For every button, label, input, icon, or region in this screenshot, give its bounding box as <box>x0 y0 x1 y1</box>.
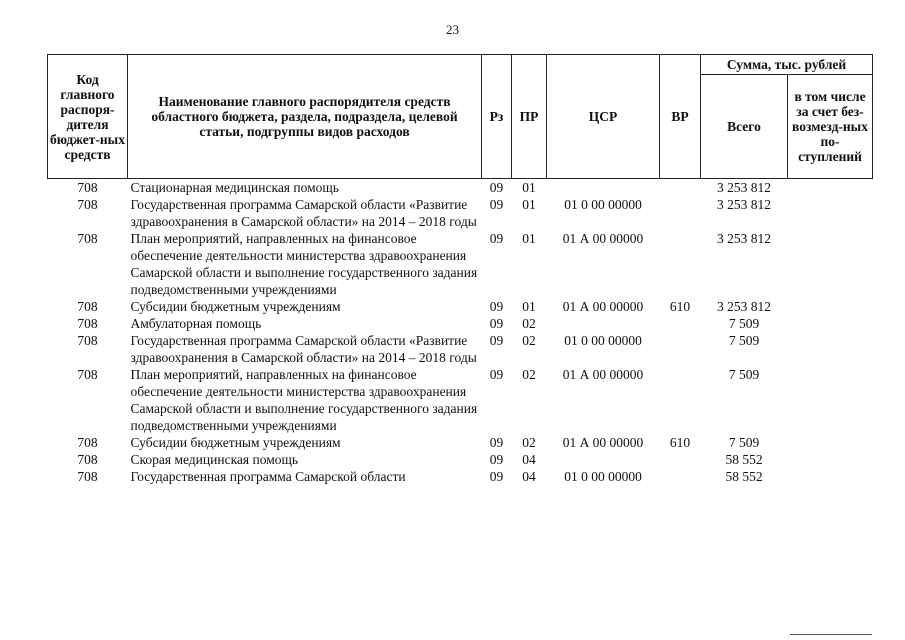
cell-rz: 09 <box>489 197 504 212</box>
cell-total: 58 552 <box>725 469 763 484</box>
cell-vr: 610 <box>669 299 691 314</box>
cell-total: 7 509 <box>728 367 760 382</box>
cell-noncash <box>788 298 873 315</box>
cell-csr <box>547 451 660 468</box>
cell-vr <box>660 179 701 197</box>
header-total: Всего <box>701 75 788 179</box>
footer-rule <box>790 634 872 635</box>
table-row <box>48 366 873 434</box>
cell-total: 3 253 812 <box>717 231 771 246</box>
cell-name: Скорая медицинская помощь <box>130 452 299 467</box>
cell-rz: 09 <box>489 367 504 382</box>
cell-pr: 04 <box>522 469 536 484</box>
cell-rz: 09 <box>489 469 504 484</box>
cell-total: 7 509 <box>728 333 760 348</box>
header-csr: ЦСР <box>547 55 660 179</box>
cell-csr: 01 А 00 00000 <box>562 231 644 246</box>
cell-vr <box>660 332 701 366</box>
cell-total: 3 253 812 <box>717 299 771 314</box>
cell-code: 708 <box>77 299 98 314</box>
cell-vr <box>660 230 701 298</box>
cell-csr: 01 0 00 00000 <box>564 469 642 484</box>
table-row <box>48 332 873 366</box>
page-number: 23 <box>446 22 459 37</box>
cell-rz: 09 <box>489 231 504 246</box>
cell-csr: 01 0 00 00000 <box>564 197 642 212</box>
table-row <box>48 298 873 315</box>
cell-csr: 01 А 00 00000 <box>562 367 644 382</box>
cell-pr: 02 <box>522 316 536 331</box>
cell-total: 58 552 <box>725 452 763 467</box>
table-row <box>48 315 873 332</box>
cell-noncash <box>788 434 873 451</box>
cell-code: 708 <box>77 367 98 382</box>
cell-rz: 09 <box>489 316 504 331</box>
table-row <box>48 434 873 451</box>
cell-csr <box>547 315 660 332</box>
cell-code: 708 <box>77 435 98 450</box>
header-sum: Сумма, тыс. рублей <box>701 55 873 75</box>
cell-rz: 09 <box>489 180 504 195</box>
header-pr: ПР <box>512 55 547 179</box>
cell-name: Государственная программа Самарской области «Развитие здравоохранения в Самарской области» на 2014 – 2018 годы <box>130 333 477 365</box>
header-noncash: в том числе за счет без-возмезд-ных по-ступлений <box>788 75 873 179</box>
cell-noncash <box>788 315 873 332</box>
table-row <box>48 230 873 298</box>
cell-code: 708 <box>77 231 98 246</box>
cell-noncash <box>788 451 873 468</box>
cell-pr: 01 <box>522 231 536 246</box>
cell-pr: 01 <box>522 180 536 195</box>
cell-rz: 09 <box>489 435 504 450</box>
cell-rz: 09 <box>489 299 504 314</box>
cell-noncash <box>788 366 873 434</box>
cell-pr: 01 <box>522 299 536 314</box>
cell-pr: 02 <box>522 435 536 450</box>
cell-name: Субсидии бюджетным учреждениям <box>130 299 341 314</box>
cell-csr: 01 0 00 00000 <box>564 333 642 348</box>
cell-vr <box>660 315 701 332</box>
cell-code: 708 <box>77 197 98 212</box>
cell-vr <box>660 366 701 434</box>
cell-noncash <box>788 196 873 230</box>
cell-name: Государственная программа Самарской области <box>130 469 406 484</box>
cell-total: 7 509 <box>728 316 760 331</box>
cell-csr <box>547 179 660 197</box>
cell-pr: 01 <box>522 197 536 212</box>
cell-noncash <box>788 179 873 197</box>
cell-code: 708 <box>77 333 98 348</box>
cell-name: План мероприятий, направленных на финансовое обеспечение деятельности министерства здравоохранения Самарской области и выполнение государственного задания подведомственными учреждениями <box>130 231 478 297</box>
cell-rz: 09 <box>489 452 504 467</box>
cell-rz: 09 <box>489 333 504 348</box>
table-row <box>48 196 873 230</box>
cell-total: 3 253 812 <box>717 197 771 212</box>
header-vr: ВР <box>660 55 701 179</box>
cell-name: Стационарная медицинская помощь <box>130 180 339 195</box>
cell-total: 7 509 <box>728 435 760 450</box>
table-row <box>48 468 873 485</box>
cell-noncash <box>788 332 873 366</box>
table-row <box>48 179 873 197</box>
cell-vr <box>660 451 701 468</box>
cell-code: 708 <box>77 316 98 331</box>
header-code: Код главного распоря-дителя бюджет-ных средств <box>48 55 128 179</box>
cell-name: Амбулаторная помощь <box>130 316 262 331</box>
header-rz: Рз <box>482 55 512 179</box>
cell-vr <box>660 468 701 485</box>
cell-name: План мероприятий, направленных на финансовое обеспечение деятельности министерства здравоохранения Самарской области и выполнение государственного задания подведомственными учреждениями <box>130 367 478 433</box>
cell-noncash <box>788 468 873 485</box>
cell-noncash <box>788 230 873 298</box>
header-name: Наименование главного распорядителя средств областного бюджета, раздела, подраздела, целевой статьи, подгруппы видов расходов <box>128 55 482 179</box>
cell-total: 3 253 812 <box>717 180 771 195</box>
cell-code: 708 <box>77 180 98 195</box>
cell-vr <box>660 196 701 230</box>
cell-code: 708 <box>77 452 98 467</box>
cell-code: 708 <box>77 469 98 484</box>
cell-name: Государственная программа Самарской области «Развитие здравоохранения в Самарской области» на 2014 – 2018 годы <box>130 197 477 229</box>
cell-name: Субсидии бюджетным учреждениям <box>130 435 341 450</box>
cell-pr: 02 <box>522 367 536 382</box>
budget-table <box>47 54 873 485</box>
table-row <box>48 451 873 468</box>
cell-pr: 04 <box>522 452 536 467</box>
cell-csr: 01 А 00 00000 <box>562 435 644 450</box>
cell-csr: 01 А 00 00000 <box>562 299 644 314</box>
cell-vr: 610 <box>669 435 691 450</box>
cell-pr: 02 <box>522 333 536 348</box>
